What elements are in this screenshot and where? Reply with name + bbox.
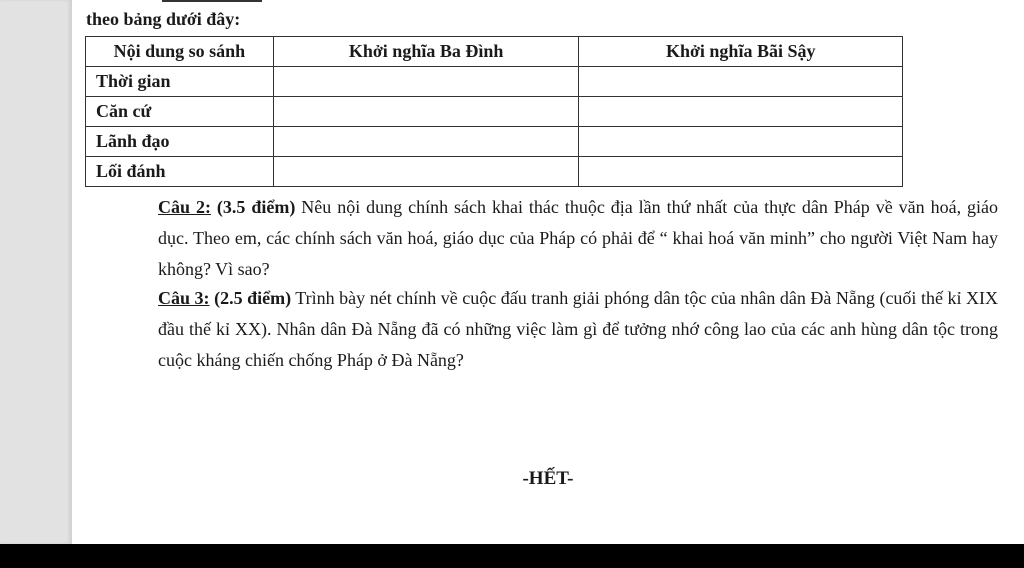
empty-cell xyxy=(579,127,903,157)
empty-cell xyxy=(273,97,579,127)
question-3 xyxy=(158,283,998,376)
empty-cell xyxy=(273,67,579,97)
table-row xyxy=(86,127,903,157)
question-3-label: Câu 3: xyxy=(158,288,210,308)
row-label: Lối đánh xyxy=(86,157,274,187)
question-2 xyxy=(158,192,998,285)
empty-cell xyxy=(579,157,903,187)
empty-cell xyxy=(579,97,903,127)
end-marker: -HẾT- xyxy=(522,468,574,489)
table-row xyxy=(86,97,903,127)
question-3-points: (2.5 điểm) xyxy=(214,288,292,308)
cut-off-previous-line xyxy=(162,0,262,2)
question-2-label: Câu 2: xyxy=(158,197,211,217)
row-label: Căn cứ xyxy=(86,97,274,127)
empty-cell xyxy=(579,67,903,97)
table-row xyxy=(86,157,903,187)
comparison-table xyxy=(85,36,903,187)
question-2-text: Nêu nội dung chính sách khai thác thuộc địa lần thứ nhất của thực dân Pháp về văn hoá, giáo dục. Theo em, các chính sách văn hoá, giáo dục của Pháp có phải để “ khai hoá văn minh” cho người Việt Nam hay không? Vì sao? xyxy=(158,197,999,279)
question-3-text: Trình bày nét chính về cuộc đấu tranh giải phóng dân tộc của nhân dân Đà Nẵng (cuối thế kỉ XIX đầu thế kỉ XX). Nhân dân Đà Nẵng đã có những việc làm gì để tưởng nhớ công lao của các anh hùng dân tộc trong cuộc kháng chiến chống Pháp ở Đà Nẵng? xyxy=(158,288,998,370)
empty-cell xyxy=(273,127,579,157)
question-2-points: (3.5 điểm) xyxy=(216,197,296,217)
empty-cell xyxy=(273,157,579,187)
viewer-left-margin xyxy=(0,0,72,544)
header-cell: Khởi nghĩa Ba Đình xyxy=(273,37,579,67)
table-header-row xyxy=(86,37,903,67)
row-label: Thời gian xyxy=(86,67,274,97)
header-cell: Khởi nghĩa Bãi Sậy xyxy=(579,37,903,67)
header-cell: Nội dung so sánh xyxy=(86,37,274,67)
document-page xyxy=(72,0,1024,544)
table-row xyxy=(86,67,903,97)
bottom-black-bar xyxy=(0,544,1024,568)
table-intro-text: theo bảng dưới đây: xyxy=(86,9,241,29)
row-label: Lãnh đạo xyxy=(86,127,274,157)
